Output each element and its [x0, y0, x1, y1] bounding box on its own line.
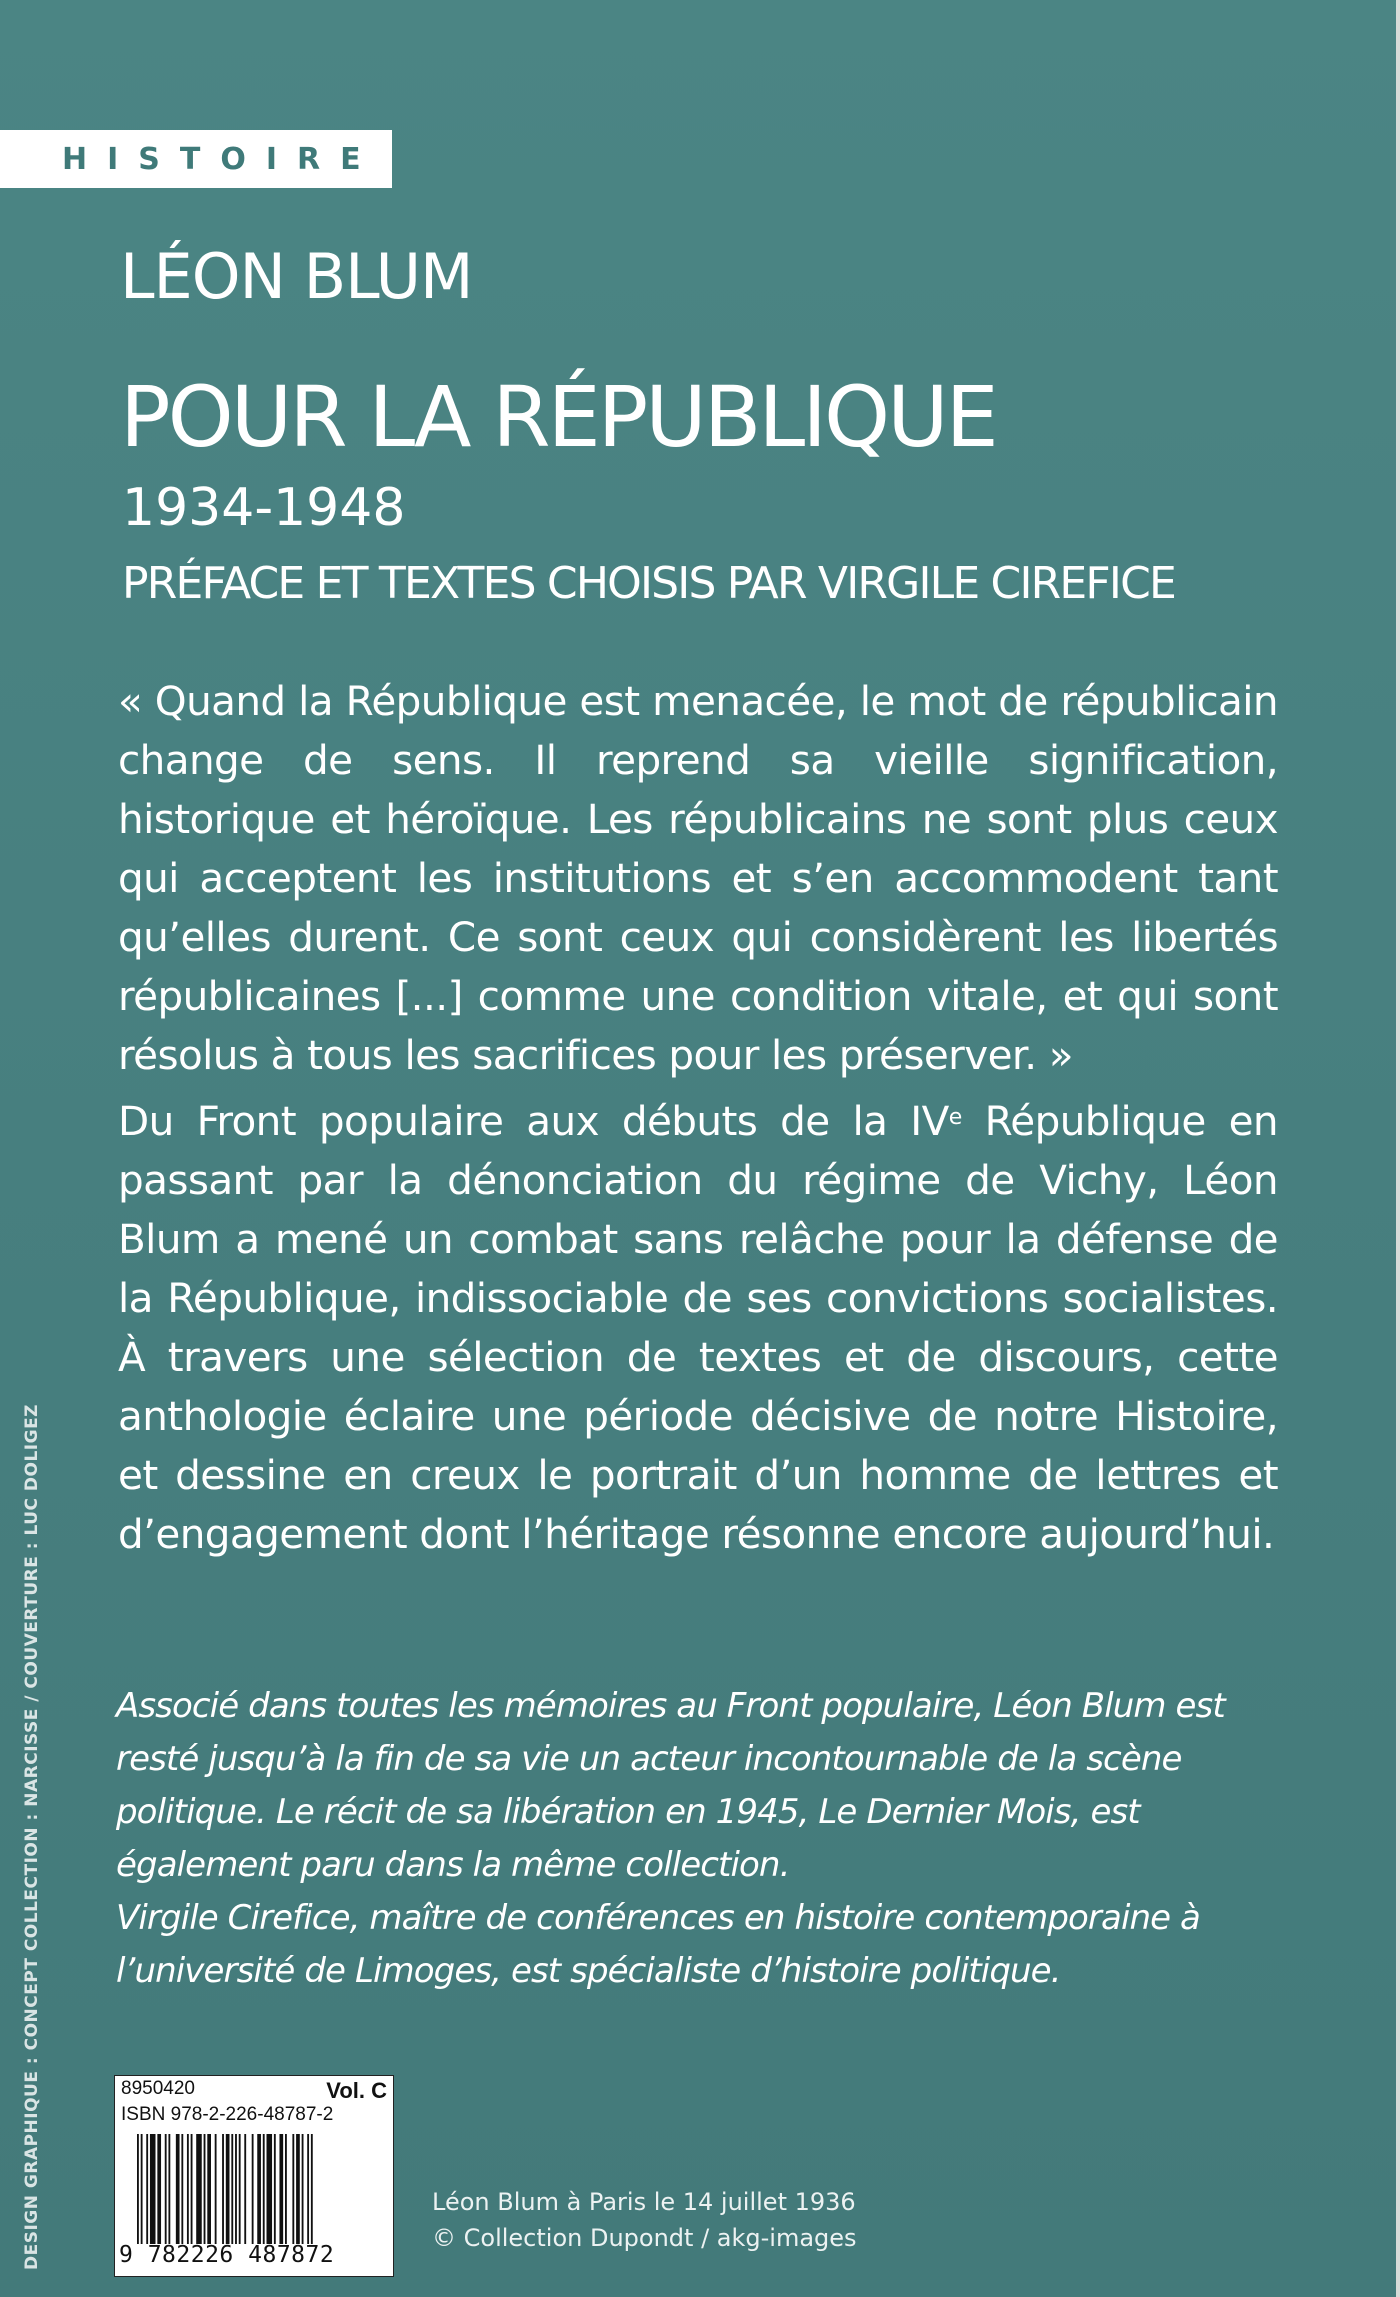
author-name: LÉON BLUM [120, 240, 473, 313]
barcode-bar [168, 2134, 170, 2244]
barcode-bar [196, 2134, 202, 2244]
photo-caption: Léon Blum à Paris le 14 juillet 1936 [432, 2188, 856, 2216]
isbn-text: ISBN 978-2-226-48787-2 [121, 2104, 334, 2125]
summary-superscript: e [948, 1105, 962, 1130]
barcode-bar [165, 2134, 167, 2244]
barcode-bar [274, 2134, 276, 2244]
barcode-bar [146, 2134, 148, 2244]
design-credits: DESIGN GRAPHIQUE : CONCEPT COLLECTION : NARCISSE / COUVERTURE : LUC DOLIGEZ [22, 1403, 42, 2270]
barcode-bar [263, 2134, 265, 2244]
collection-tag-label: HISTOIRE [62, 141, 381, 177]
barcode-bar [215, 2134, 217, 2244]
barcode-bar [207, 2134, 211, 2244]
barcode-bar [257, 2134, 261, 2244]
barcode-box [114, 2075, 394, 2277]
barcode-bar [150, 2134, 156, 2244]
photo-copyright: © Collection Dupondt / akg-images [432, 2224, 857, 2252]
barcode-bar [141, 2134, 143, 2244]
author-bio [116, 1680, 1276, 1998]
barcode-bar [267, 2134, 273, 2244]
barcode-bar [292, 2134, 294, 2244]
barcode-header [121, 2078, 387, 2104]
barcode-bar [231, 2134, 233, 2244]
book-years: 1934-1948 [122, 478, 406, 538]
barcode-bar [311, 2134, 313, 2244]
barcode-digits: 9 782226 487872 [119, 2242, 335, 2268]
barcode-bar [235, 2134, 237, 2244]
barcode-bar [302, 2134, 304, 2244]
volume-label: Vol. C [326, 2078, 387, 2103]
page-edge [1396, 0, 1400, 2297]
barcode-bar [157, 2134, 161, 2244]
blurb-summary [118, 1092, 1278, 1564]
blurb-quote: « Quand la République est menacée, le mot de républicain change de sens. Il reprend sa vieille signification, historique et héroïque. Les républicains ne sont plus ceux qui acceptent les institutions et s’en accommodent tant qu’elles durent. Ce sont ceux qui considèrent les libertés républicaines [...] comme une condition vitale, et qui sont résolus à tous les sacrifices pour les préserver. » [118, 677, 1278, 1079]
barcode-bar [204, 2134, 206, 2244]
summary-text-start: Du Front populaire aux débuts de la IV [118, 1097, 949, 1145]
barcode-bar [137, 2134, 139, 2244]
summary-text-end: République en passant par la dénonciation du régime de Vichy, Léon Blum a mené un combat sans relâche pour la défense de la République, indissociable de ses convictions socialistes. À travers une sélection de textes et de discours, cette anthologie éclaire une période décisive de notre Histoire, et dessine en creux le portrait d’un homme de lettres et d’engagement dont l’héritage résonne encore aujourd’hui. [118, 1097, 1278, 1558]
barcode-bar [181, 2134, 183, 2244]
photo-credit [432, 2184, 857, 2256]
barcode-bar [226, 2134, 230, 2244]
barcode-bar [296, 2134, 300, 2244]
barcode-bar [307, 2134, 309, 2244]
barcode-bar [191, 2134, 193, 2244]
barcode-bar [187, 2134, 189, 2244]
barcode-bar [176, 2134, 180, 2244]
barcode-bar [279, 2134, 283, 2244]
preface-credit: PRÉFACE ET TEXTES CHOISIS PAR VIRGILE CIREFICE [122, 558, 1176, 609]
barcode-bar [239, 2134, 241, 2244]
barcode-bar [222, 2134, 224, 2244]
collection-tag [0, 130, 392, 188]
barcode-bars-icon [137, 2134, 383, 2244]
barcode-bar [285, 2134, 287, 2244]
bio-paragraph-blum: Associé dans toutes les mémoires au Front populaire, Léon Blum est resté jusqu’à la fin de sa vie un acteur incontournable de la scène politique. Le récit de sa libération en 1945, Le Dernier Mois, est également paru dans la même collection. [116, 1686, 1225, 1885]
barcode-bar [252, 2134, 254, 2244]
book-title: POUR LA RÉPUBLIQUE [120, 368, 996, 466]
barcode-bar [244, 2134, 246, 2244]
product-code: 8950420 [121, 2078, 195, 2099]
bio-paragraph-cirefice: Virgile Cirefice, maître de conférences en histoire contemporaine à l’université de Limoges, est spécialiste d’histoire politique. [116, 1898, 1200, 1991]
